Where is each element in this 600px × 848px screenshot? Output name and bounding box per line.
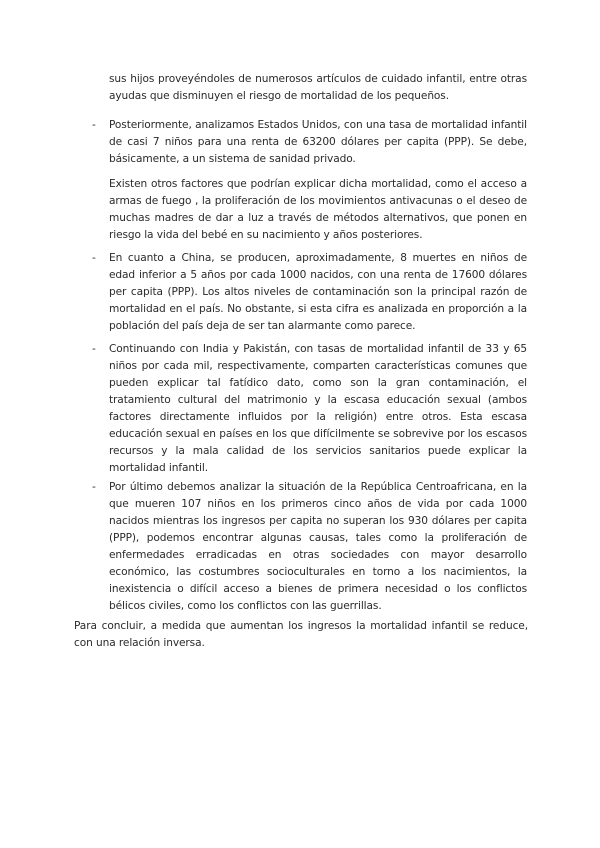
bullet-marker: - [92,252,96,264]
paragraph-india-pakistan: Continuando con India y Pakistán, con tasas de mortalidad infantil de 33 y 65 niños por cada mil, respectivamente, comparten características comunes que pueden explicar tal fatídico dato, como son la gran contaminación, el tratamiento cultural del matrimonio y la escasa educación sexual (ambos factores directamente influidos por la religión) entre otros. Esta escasa educación sexual en países en los que difícilmente se sobrevive por los escasos recursos y la mala calidad de los servicios sanitarios puede explicar la mortalidad infantil. [109,343,527,474]
paragraph-usa-factors: Existen otros factores que podrían explicar dicha mortalidad, como el acceso a armas de fuego , la proliferación de los movimientos antivacunas o el deseo de muchas madres de dar a luz a través de métodos alternativos, que ponen en riesgo la vida del bebé en su nacimiento y años posteriores. [109,178,527,241]
bullet-marker: - [92,119,96,131]
paragraph-usa: Posteriormente, analizamos Estados Unidos, con una tasa de mortalidad infantil de casi 7 niños para una renta de 63200 dólares per capita (PPP). Se debe, básicamente, a un sistema de sanidad privado. [109,119,527,165]
paragraph-china: En cuanto a China, se producen, aproximadamente, 8 muertes en niños de edad inferior a 5 años por cada 1000 nacidos, con una renta de 17600 dólares per capita (PPP). Los altos niveles de contaminación son la principal razón de mortalidad en el país. No obstante, si esta cifra es analizada en proporción a la población del país deja de ser tan alarmante como parece. [109,252,527,332]
paragraph-continuation: sus hijos proveyéndoles de numerosos artículos de cuidado infantil, entre otras ayudas que disminuyen el riesgo de mortalidad de los pequeños. [109,73,527,102]
bullet-marker: - [92,343,96,355]
paragraph-conclusion: Para concluir, a medida que aumentan los ingresos la mortalidad infantil se reduce, con una relación inversa. [74,620,528,649]
bullet-marker: - [92,481,96,493]
paragraph-central-african-republic: Por último debemos analizar la situación de la República Centroafricana, en la que mueren 107 niños en los primeros cinco años de vida por cada 1000 nacidos mientras los ingresos per capita no superan los 930 dólares per capita (PPP), podemos encontrar algunas causas, tales como la proliferación de enfermedades erradicadas en otras sociedades con mayor desarrollo económico, las costumbres socioculturales en torno a los nacimientos, la inexistencia o difícil acceso a bienes de primera necesidad o los conflictos bélicos civiles, como los conflictos con las guerrillas. [109,481,527,612]
